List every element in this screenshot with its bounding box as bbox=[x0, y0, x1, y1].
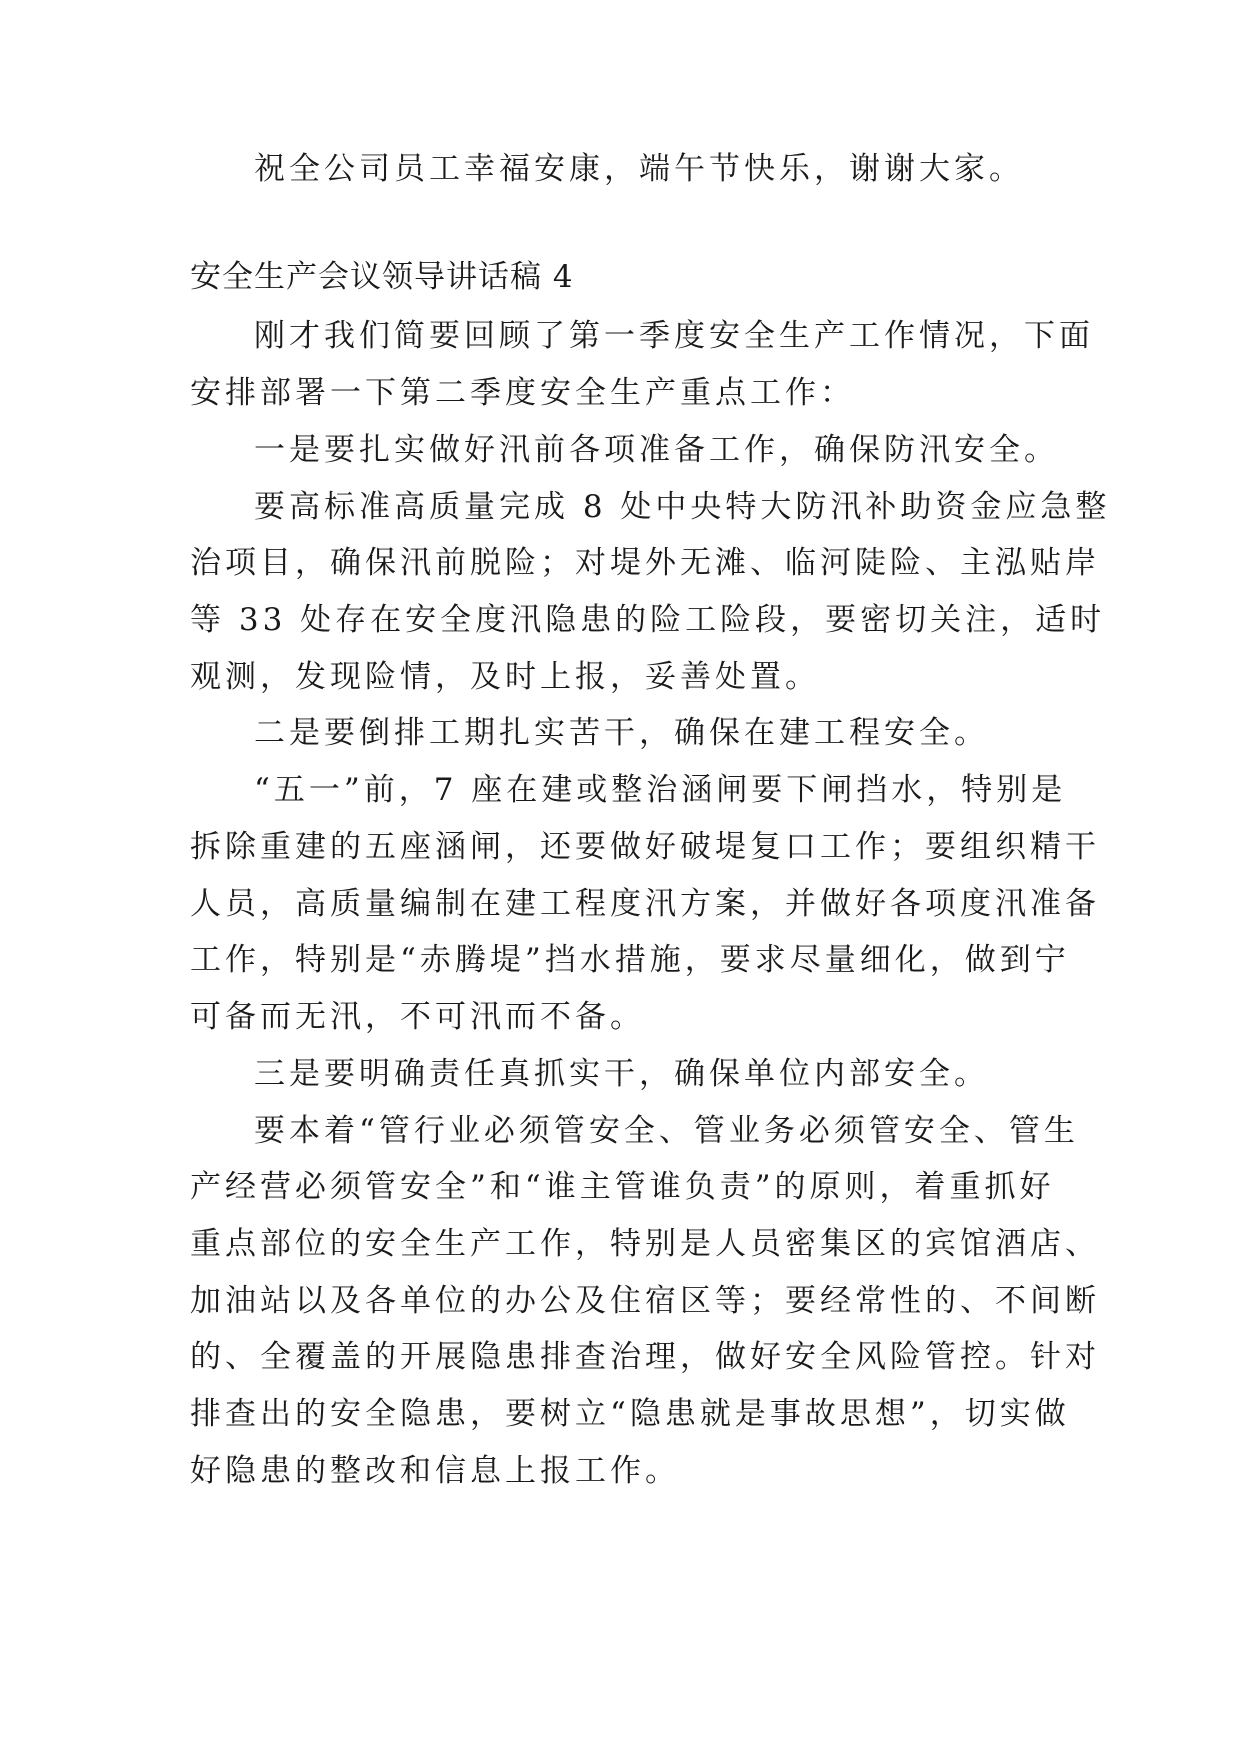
paragraph-line: 排查出的安全隐患，要树立“隐患就是事故思想”，切实做 bbox=[190, 1396, 1070, 1432]
paragraph-line: 等 33 处存在安全度汛隐患的险工险段，要密切关注，适时 bbox=[190, 602, 1106, 638]
paragraph-line: 安排部署一下第二季度安全生产重点工作： bbox=[190, 375, 855, 411]
paragraph-line: 产经营必须管安全”和“谁主管谁负责”的原则，着重抓好 bbox=[190, 1169, 1055, 1205]
section-title: 安全生产会议领导讲话稿 4 bbox=[190, 259, 574, 295]
paragraph-line: 人员，高质量编制在建工程度汛方案，并做好各项度汛准备 bbox=[190, 886, 1100, 922]
paragraph-line: 刚才我们简要回顾了第一季度安全生产工作情况，下面 bbox=[254, 318, 1094, 354]
closing-line: 祝全公司员工幸福安康，端午节快乐，谢谢大家。 bbox=[254, 151, 1024, 187]
paragraph-line: 拆除重建的五座涵闸，还要做好破堤复口工作；要组织精干 bbox=[190, 829, 1100, 865]
paragraph-line: 可备而无汛，不可汛而不备。 bbox=[190, 999, 645, 1035]
paragraph-line: 要本着“管行业必须管安全、管业务必须管安全、管生 bbox=[254, 1113, 1079, 1149]
paragraph-line: 观测，发现险情，及时上报，妥善处置。 bbox=[190, 659, 820, 695]
paragraph-line: 重点部位的安全生产工作，特别是人员密集区的宾馆酒店、 bbox=[190, 1226, 1100, 1262]
paragraph-line: 加油站以及各单位的办公及住宿区等；要经常性的、不间断 bbox=[190, 1283, 1100, 1319]
paragraph-line: 要高标准高质量完成 8 处中央特大防汛补助资金应急整 bbox=[254, 489, 1111, 525]
paragraph-line: 治项目，确保汛前脱险；对堤外无滩、临河陡险、主泓贴岸 bbox=[190, 545, 1100, 581]
paragraph-line: 工作，特别是“赤腾堤”挡水措施，要求尽量细化，做到宁 bbox=[190, 942, 1070, 978]
paragraph-line: 三是要明确责任真抓实干，确保单位内部安全。 bbox=[254, 1056, 989, 1092]
paragraph-line: 一是要扎实做好汛前各项准备工作，确保防汛安全。 bbox=[254, 432, 1059, 468]
paragraph-line: “五一”前，7 座在建或整治涵闸要下闸挡水，特别是 bbox=[254, 772, 1067, 808]
paragraph-line: 的、全覆盖的开展隐患排查治理，做好安全风险管控。针对 bbox=[190, 1339, 1100, 1375]
paragraph-line: 二是要倒排工期扎实苦干，确保在建工程安全。 bbox=[254, 715, 989, 751]
paragraph-line: 好隐患的整改和信息上报工作。 bbox=[190, 1453, 680, 1489]
